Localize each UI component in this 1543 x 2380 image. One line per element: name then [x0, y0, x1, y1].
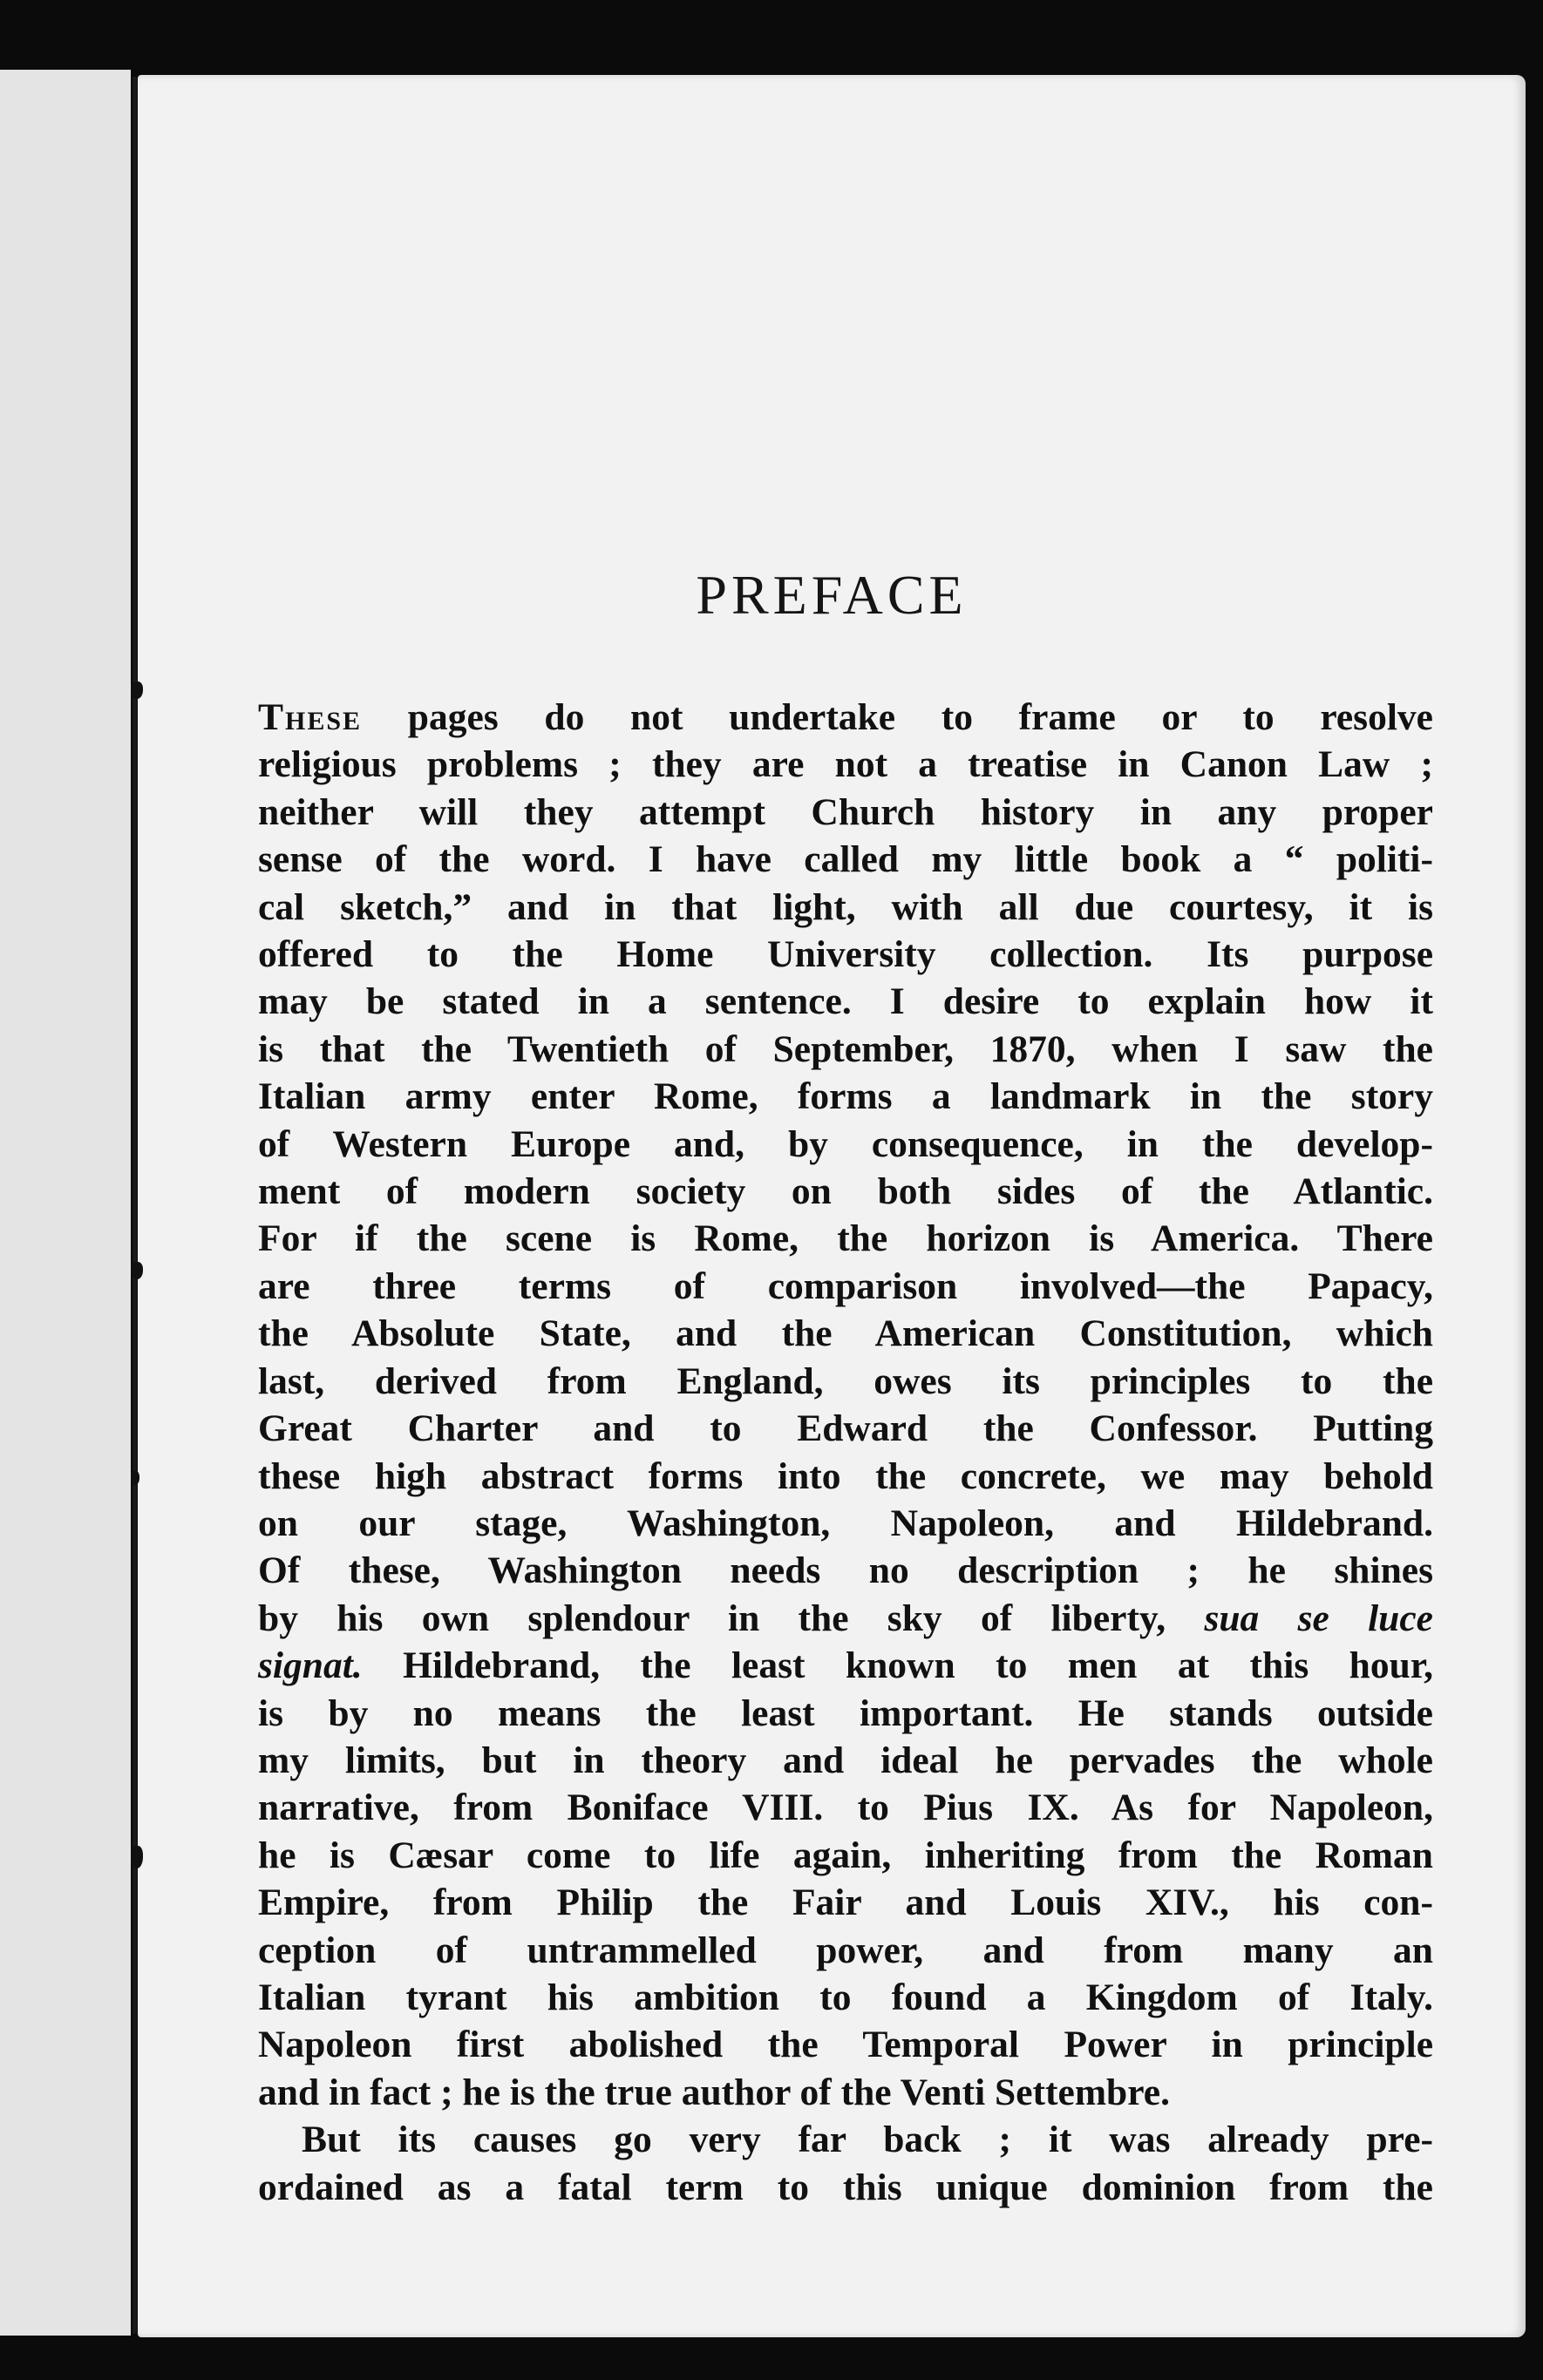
drop-word: These — [258, 696, 363, 738]
text-line: by his own splendour in the sky of liberty, sua se luce — [258, 1597, 1433, 1639]
margin-mark — [131, 681, 143, 699]
text-line: is that the Twentieth of September, 1870, when I saw the — [258, 1027, 1433, 1070]
text-line: these high abstract forms into the concrete, we may behold — [258, 1454, 1433, 1497]
text-line: For if the scene is Rome, the horizon is America. There — [258, 1217, 1433, 1260]
text-line: ment of modern society on both sides of the Atlantic. — [258, 1170, 1433, 1213]
text-line: is by no means the least important. He stands outside — [258, 1692, 1433, 1734]
text-line: cal sketch,” and in that light, with all due courtesy, it is — [258, 885, 1433, 928]
text-line: Of these, Washington needs no description ; he shines — [258, 1549, 1433, 1592]
text-line: on our stage, Washington, Napoleon, and Hildebrand. — [258, 1502, 1433, 1544]
text-line: of Western Europe and, by consequence, in the develop- — [258, 1122, 1433, 1165]
text-line: Italian army enter Rome, forms a landmark in the story — [258, 1075, 1433, 1118]
text-line: narrative, from Boniface VIII. to Pius IX. As for Napoleon, — [258, 1787, 1433, 1829]
book-page — [138, 75, 1526, 2337]
text-line: he is Cæsar come to life again, inheriting from the Roman — [258, 1834, 1433, 1876]
text-line: the Absolute State, and the American Constitution, which — [258, 1312, 1433, 1355]
text-line: may be stated in a sentence. I desire to explain how it — [258, 980, 1433, 1023]
text-line: sense of the word. I have called my little book a “ politi- — [258, 838, 1433, 881]
text-line: ception of untrammelled power, and from many an — [258, 1929, 1433, 1971]
margin-mark — [131, 1471, 139, 1485]
margin-mark — [131, 1262, 143, 1279]
text-line: signat. Hildebrand, the least known to men at this hour, — [258, 1644, 1433, 1687]
facing-page-edge — [0, 70, 131, 2336]
text-line: Empire, from Philip the Fair and Louis XIV., his con- — [258, 1882, 1433, 1924]
text-line: But its causes go very far back ; it was already pre- — [302, 2119, 1433, 2161]
text-line: Napoleon first abolished the Temporal Power in principle — [258, 2024, 1433, 2066]
text-line: my limits, but in theory and ideal he pervades the whole — [258, 1739, 1433, 1781]
text-line: offered to the Home University collection. Its purpose — [258, 933, 1433, 976]
text-line: last, derived from England, owes its principles to the — [258, 1360, 1433, 1402]
text-line: ordained as a fatal term to this unique dominion from the — [258, 2166, 1433, 2208]
text-line: Great Charter and to Edward the Confessor. Putting — [258, 1407, 1433, 1450]
text-line: religious problems ; they are not a treatise in Canon Law ; — [258, 743, 1433, 786]
text-line: are three terms of comparison involved—the Papacy, — [258, 1265, 1433, 1307]
margin-mark — [131, 1846, 143, 1868]
preface-body — [258, 694, 1433, 2211]
text-line: neither will they attempt Church history in any proper — [258, 790, 1433, 833]
text-line: and in fact ; he is the true author of the Venti Settembre. — [258, 2071, 1170, 2113]
text-line: These pages do not undertake to frame or to resolve — [258, 696, 1433, 738]
binding-edge — [133, 77, 137, 2334]
page-title: PREFACE — [696, 564, 968, 626]
text-line: Italian tyrant his ambition to found a Kingdom of Italy. — [258, 1976, 1433, 2018]
